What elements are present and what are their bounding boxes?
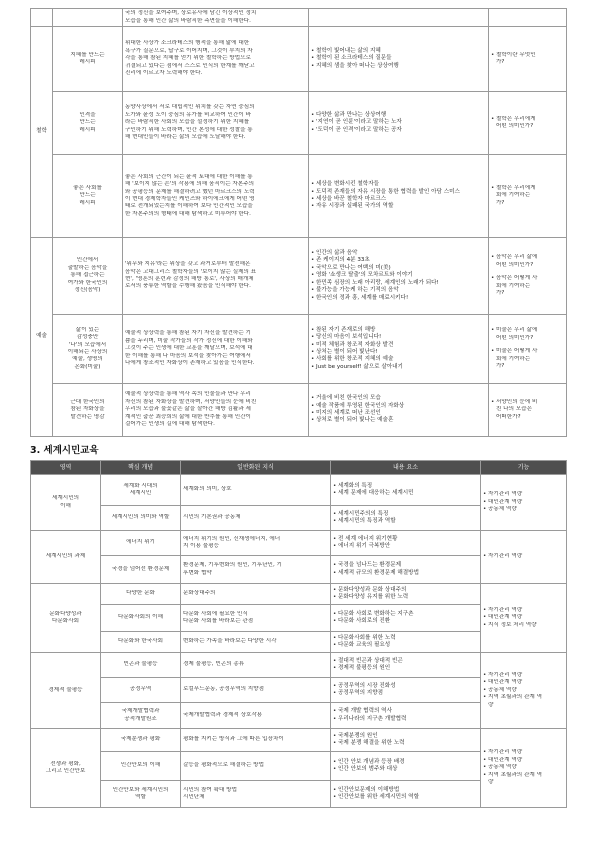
elements-cell (331, 678, 481, 703)
knowledge-cell: 시민의 참여 확대 방법 시민단체 (181, 781, 331, 808)
list-item: • 사회를 위한 창조적 지혜의 예술 (311, 356, 486, 363)
list-item: • 자기관리 역량 (483, 672, 564, 679)
list-item: • 절대적 빈곤과 상대적 빈곤 (333, 658, 478, 665)
column-header: 기능 (481, 461, 567, 475)
list-item: • 예술 작품에 투영된 한국인의 자화상 (311, 403, 486, 410)
list-item: • 국제분쟁의 원인 (333, 733, 478, 740)
list-item: • 철학이 된 소크라테스의 질문들 (311, 55, 486, 62)
concept-cell: 국제개발협력과 공적개발원조 (101, 703, 181, 729)
elements-cell (331, 752, 481, 781)
table-row (31, 9, 567, 27)
list-item: • 에너지 위기 극복방안 (333, 543, 478, 550)
knowledge-cell: 에너지 위기의 원인, 신재생에너지, 에너 지 이용 불평등 (181, 531, 331, 556)
knowledge-cell: 로컬푸드운동, 공정무역의 지향점 (181, 678, 331, 703)
concept-cell: 빈곤과 불평등 (101, 653, 181, 678)
key-question-cell (489, 155, 567, 238)
list-item: • 대인관계 역량 (483, 614, 564, 621)
column-header: 핵심 개념 (101, 461, 181, 475)
knowledge-cell: 좋은 사회의 근간이 되는 윤적 토대에 대한 이해를 통 해 '보이지 않는 손'의 작용에 의해 움직이는 자본주의 와 공평등의 문제를 해결하려고 했던 마르크스의 노력 이 현대 경제학자들인 케인즈와 하이에크에게 어떤 영 태로 전개되었는지를 이해하여 보다 인간적인 모습을 한 자본주의의 형태에 대해 탐색하고 미루어야 한다. (123, 155, 309, 238)
area-cell: 전쟁과 평화, 그리고 인간안보 (31, 729, 101, 808)
list-item: • 세계화의 특징 (333, 483, 478, 490)
knowledge-cell: 문화상대주의 (181, 584, 331, 605)
knowledge-cell: '위무와 지유'라는 위상을 갖고 과거로부터 발전해온 음악은 고대그리스 철학자들의 '보이지 않는 실제의 표 현', '영혼의 훈련과 감정의 해방 통로', 사상의 매개체 로서의 풍류한 역할을 수행해 왔음을 인식해야 한다. (123, 238, 309, 315)
list-item: • 다문화 교육의 필요성 (333, 642, 478, 649)
list-item: • 음악은 어떻게 사 회에 기여하는 가? (491, 275, 564, 297)
table-row (31, 155, 567, 238)
list-item: • 서양인의 눈에 비 친 나의 모습은 어떠한가? (491, 399, 564, 421)
concept-cell: 공정무역 (101, 678, 181, 703)
list-item: • 세계 문제에 대응하는 세계시민 (333, 490, 478, 497)
knowledge-cell: 다문화 사회에 필요한 인식 다문화 사회를 바라보는 관점 (181, 605, 331, 632)
list-item: • 상처로 별이 되어 빛나는 예술혼 (311, 417, 486, 424)
concept-cell: 인간안보와 세계시민의 역할 (101, 781, 181, 808)
table-row (31, 238, 567, 315)
list-item: • 국악으로 만나는 여백의 미(美) (311, 265, 486, 272)
function-cell (481, 531, 567, 584)
list-item: • 세계적 규모의 환경문제 해결방법 (333, 570, 478, 577)
list-item: • 자기관리 역량 (483, 491, 564, 498)
list-item: • 세계시민주의의 특징 (333, 511, 478, 518)
list-item: • 국제 분쟁 해결을 위한 노력 (333, 740, 478, 747)
concept-cell: 세계시민의 의미와 역할 (101, 506, 181, 531)
theme-cell: 인간에서 출발하는 음악을 통해 접근하는 여가와 한국인의 정신(음악) (53, 238, 123, 315)
theme-cell: 좋은 사회를 만드는 레시피 (53, 155, 123, 238)
table-row (31, 653, 567, 678)
list-item: • 대인관계 역량 (483, 679, 564, 686)
list-item: • 철학이란 무엇인 가? (491, 52, 564, 67)
theme-cell: 지혜를 만드는 레시피 (53, 27, 123, 92)
list-item: • 다양한 삶과 만나는 상상여행 (311, 112, 486, 119)
list-item: • 영화 '쇼생크 탈출'의 모차르트와 이야기 (311, 272, 486, 279)
concept-cell: 다문화와 한국사회 (101, 632, 181, 653)
concept-cell: 세계화 시대의 세계시민 (101, 475, 181, 506)
list-item: • 미적 체험과 창조적 자화상 발견 (311, 342, 486, 349)
table-row (31, 729, 567, 752)
list-item: • 공정무역의 시장 진화성 (333, 683, 478, 690)
list-item: • 공동체 역량 (483, 687, 564, 694)
knowledge-cell: 예술적 상상력을 통해 참된 자기 자신을 발견하는 기 쁨을 누리며, 미술 작가들의 작가 정신에 대한 이해와 그것이 주는 인생에 대한 교훈을 깨달으며, 보석에 대 한 이해를 통해 나 마음의 보석을 찾아가는 여행에서 나에게 창조적인 자화상이 존재하고 있음을 인식한다. (123, 315, 309, 384)
knowledge-cell: 평화를 지키는 방식과 그에 따른 입장차이 (181, 729, 331, 752)
table-row (31, 384, 567, 437)
elements-cell (331, 531, 481, 556)
table-row (31, 531, 567, 556)
elements-cell (331, 506, 481, 531)
knowledge-cell: 갈등을 평화적으로 해결하는 방법 (181, 752, 331, 781)
list-item: • 세상을 바꾼 철학자 마르크스 (311, 196, 486, 203)
knowledge-cell: 예술적 상상력을 통해 역사 속의 인물들과 만나 우리 자신의 참된 자화상을 발견하며, 서양인들의 눈에 비친 우리의 모습과 불꽃같은 삶을 살아간 해방 김활과 세 계적인 춤꾼 최승희의 삶에 대한 반추를 통해 인간이 걸어가는 인생의 길에 대해 탐색한다. (123, 384, 309, 437)
elements-cell (331, 556, 481, 584)
elements-cell (309, 92, 489, 155)
list-item: • 한국인의 정과 흥, 세계를 매료시키다! (311, 295, 486, 302)
list-item: • 인간 안보의 범주와 대상 (333, 766, 478, 773)
knowledge-cell: 경제 불평등, 빈곤의 종류 (181, 653, 331, 678)
global-citizenship-table (30, 460, 567, 808)
elements-cell (309, 238, 489, 315)
list-item: • 다문화 사회로 변화하는 지구촌 (333, 611, 478, 618)
knowledge-cell: 시민의 기본권과 공동체 (181, 506, 331, 531)
function-cell (481, 584, 567, 653)
theme-cell: 삶이 있는 감성충만 '나'의 모습에서 이해되는 사상의 예술, 생명의 온화(미술) (53, 315, 123, 384)
elements-cell (309, 315, 489, 384)
area-cell: 경제적 불평등 (31, 653, 101, 729)
key-question-cell (489, 92, 567, 155)
list-item: • 지식 정보 처리 역량 (483, 622, 564, 629)
elements-cell (331, 729, 481, 752)
elements-cell (331, 475, 481, 506)
list-item: • 미술은 어떻게 사 회에 기여하는 가? (491, 348, 564, 370)
area-cell: 세계시민의 과제 (31, 531, 101, 584)
list-item: • 다문화 사회로의 진환 (333, 618, 478, 625)
list-item: • 대인관계 역량 (483, 757, 564, 764)
theme-cell: 근대 한국인의 참된 자화상을 발견하는 명감 (53, 384, 123, 437)
list-item: • 문화다양성과 문화 상대주의 (333, 587, 478, 594)
list-item: • 인간 안보 개념과 등장 배경 (333, 759, 478, 766)
area-cell: 예술 (31, 238, 53, 437)
function-cell (481, 653, 567, 729)
elements-cell (331, 781, 481, 808)
concept-cell: 인간안보의 이해 (101, 752, 181, 781)
list-item: • Just be yourself! 삶으로 살아내기 (311, 364, 486, 371)
elements-cell (309, 155, 489, 238)
humanities-table (30, 8, 567, 437)
elements-cell (331, 632, 481, 653)
function-cell (481, 475, 567, 531)
concept-cell: 국경을 넘어선 환경문제 (101, 556, 181, 584)
list-item: • 자기관리 역량 (483, 553, 564, 560)
list-item: • 공동체 역량 (483, 506, 564, 513)
list-item: • 세상을 변화시킨 철학자들 (311, 181, 486, 188)
list-item: • 우리나라의 지구촌 개발협력 (333, 716, 478, 723)
list-item: • 세계시민의 특징과 역할 (333, 518, 478, 525)
section-title: 3. 세계시민교육 (30, 445, 99, 456)
knowledge-cell: 환경문제, 기후변화의 원인, 기후난민, 기 후변화 협약 (181, 556, 331, 584)
area-cell: 문화다양성과 다문화사회 (31, 584, 101, 653)
concept-cell: 에너지 위기 (101, 531, 181, 556)
table-header-row (31, 461, 567, 475)
concept-cell: 다문화사회의 이해 (101, 605, 181, 632)
knowledge-cell: 동양사상에서 서로 대립적인 위치를 갖는 자연 중심의 도가와 윤성 도이 중심의 유가를 비교하여 인간이 바 라는 바람직한 사회의 모습을 설정하기 위한 지혜를 구인하기 위해 노력하며, 인간 본성에 대한 성찰을 통 해 현대인들이 바라는 삶의 모습에 도달해야 한다. (123, 92, 309, 155)
knowledge-cell: 국제개발협력과 경제적 상호작용 (181, 703, 331, 729)
column-header: 일반화된 지식 (181, 461, 331, 475)
list-item: • 공동체 역량 (483, 764, 564, 771)
list-item: • 음악은 우리 삶에 어떤 의미인가? (491, 254, 564, 269)
key-question-cell (489, 27, 567, 92)
concept-cell: 국제분쟁과 평화 (101, 729, 181, 752)
list-item: • 지역 초월과의 관계 역 량 (483, 694, 564, 709)
list-item: • 공정무역의 지향점 (333, 690, 478, 697)
area-cell: 철학 (31, 27, 53, 238)
key-question-cell (489, 238, 567, 315)
list-item: • 철학은 우리에게 어떤 의미인가? (491, 116, 564, 131)
knowledge-cell: 변화하는 가족을 바라보는 다양한 시각 (181, 632, 331, 653)
list-item: • 거울에 비친 한국인의 모습 (311, 395, 486, 402)
column-header: 내용 요소 (331, 461, 481, 475)
list-item: • 당신의 마음이 보석입니다! (311, 334, 486, 341)
list-item: • 자기관리 역량 (483, 607, 564, 614)
function-cell (481, 729, 567, 808)
list-item: • 인간의 삶과 음악 (311, 250, 486, 257)
knowledge-cell: 위대한 사상가 소크라테스의 행적을 통해 앎에 대한 욕구가 질문으로, 답구로 이어지며, 그것이 부지의 자 각을 통해 참된 지혜를 얻기 위한 철학하는 방법으로 귀결되고 있다는 점에서 스스로 인식의 한계를 깨닫고 진리에 이르고자 노력해야 한다. (123, 27, 309, 92)
list-item: • 상처는 별이 되어 빛난다! (311, 349, 486, 356)
list-item: • 지혜의 샘을 찾아 떠나는 상상여행 (311, 63, 486, 70)
list-item: • 전 세계 에너지 위기현황 (333, 536, 478, 543)
list-item: • 한민족 심장의 노래 아리랑, 세계인의 노래가 되다! (311, 280, 486, 287)
table-row (31, 315, 567, 384)
list-item: • 참된 자기 존재로의 해방 (311, 327, 486, 334)
list-item: • 미술은 우리 삶에 어떤 의미인가? (491, 327, 564, 342)
elements-cell (331, 703, 481, 729)
list-item: • 다문화사회를 위한 노력 (333, 635, 478, 642)
list-item: • 경제적 불평등의 원인 (333, 665, 478, 672)
table-row (31, 475, 567, 506)
key-question-cell (489, 315, 567, 384)
elements-cell (331, 584, 481, 605)
elements-cell (331, 605, 481, 632)
table-row (31, 92, 567, 155)
list-item: • 자기관리 역량 (483, 749, 564, 756)
theme-cell: 인격을 만드는 레시피 (53, 92, 123, 155)
list-item: • 철학은 우리에게 회에 기여하는 가? (491, 185, 564, 207)
area-cell: 세계시민의 이해 (31, 475, 101, 531)
list-item: • 대인관계 역량 (483, 499, 564, 506)
list-item: • 지역 초월과의 관계 역 량 (483, 772, 564, 787)
elements-cell (309, 384, 489, 437)
document-page (30, 8, 566, 808)
key-question-cell (489, 384, 567, 437)
column-header: 영역 (31, 461, 101, 475)
knowledge-cell: 국의 정신을 보여주며, 상로유사에 담긴 이상적인 정치 모습을 통해 인간 삶의 바람직한 측면들을 이해한다. (123, 9, 309, 27)
list-item: • 철학이 빛어내는 삶의 지혜 (311, 48, 486, 55)
concept-cell: 다양한 문화 (101, 584, 181, 605)
knowledge-cell: 세계화의 의미, 상호 (181, 475, 331, 506)
table-row (31, 27, 567, 92)
list-item: • 도덕적 존재들의 자유 시장을 통한 협력을 발인 아담 스미스 (311, 189, 486, 196)
list-item: • 미지의 세계로 떠난 조선인 (311, 410, 486, 417)
list-item: • 자유 시장과 실패된 국가의 역할 (311, 203, 486, 210)
list-item: • '지연이 곧 인륜'이라고 말하는 노자 (311, 119, 486, 126)
list-item: • 국경을 넘나드는 환경문제 (333, 562, 478, 569)
list-item: • 문화다양성 유지를 위한 노력 (333, 594, 478, 601)
elements-cell (309, 27, 489, 92)
elements-cell (331, 653, 481, 678)
list-item: • 국제 개발 협력의 역사 (333, 708, 478, 715)
list-item: • 인간안보를 위한 세계시민의 역할 (333, 794, 478, 801)
list-item: • 존 케이지의 4분 33초 (311, 257, 486, 264)
list-item: • 불가능을 가능케 하는 기적의 음악 (311, 287, 486, 294)
list-item: • '도덕이 곧 인격'이라고 말하는 공자 (311, 127, 486, 134)
table-row (31, 584, 567, 605)
list-item: • 인간안보문제의 이해방법 (333, 787, 478, 794)
